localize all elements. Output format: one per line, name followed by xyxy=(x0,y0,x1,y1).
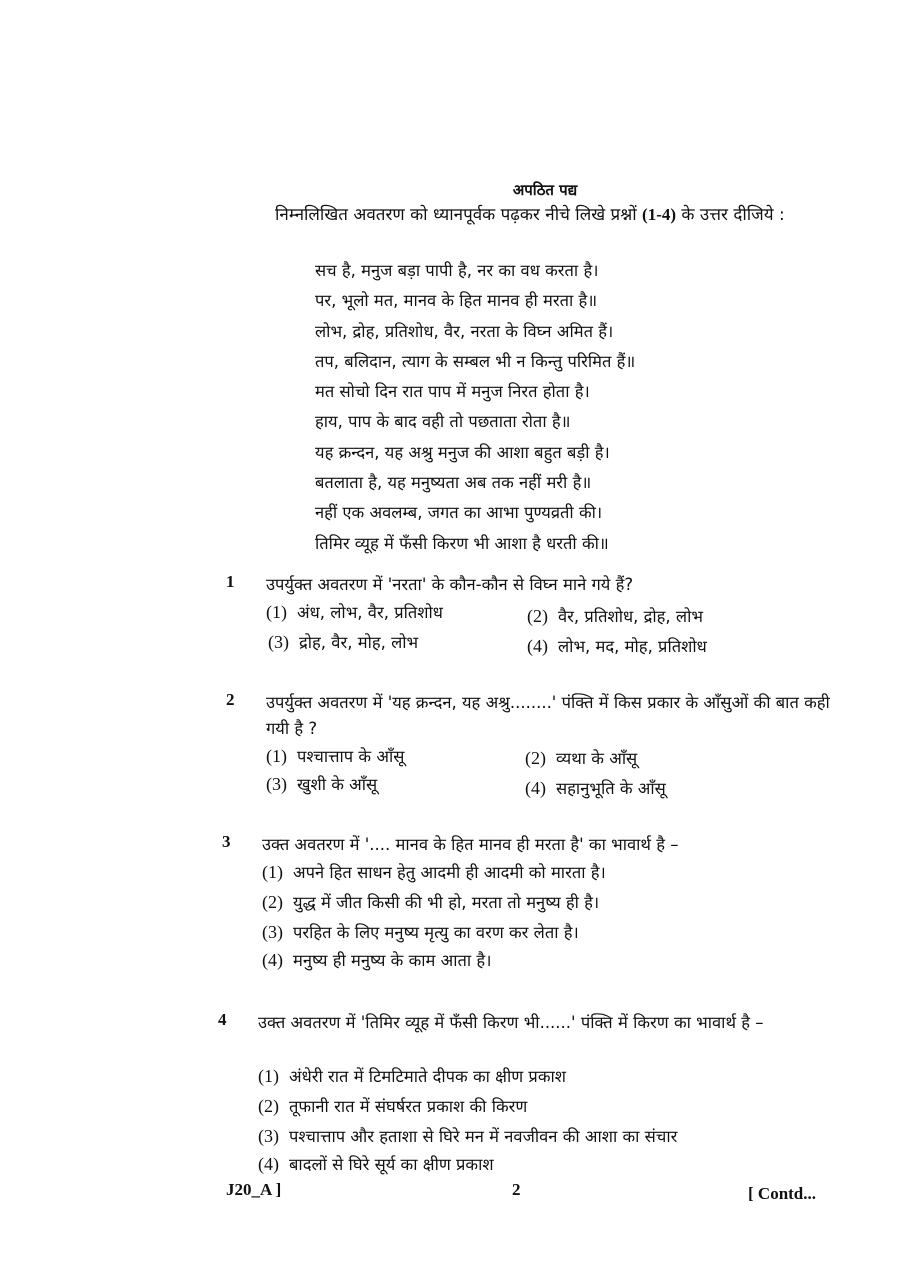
option-number: (3) xyxy=(268,632,289,652)
option-text: खुशी के आँसू xyxy=(297,775,378,794)
poem-line: नहीं एक अवलम्ब, जगत का आभा पुण्यव्रती की। xyxy=(315,503,603,523)
option-number: (4) xyxy=(262,950,283,970)
option-1[interactable] xyxy=(258,1064,566,1087)
option-number: (4) xyxy=(258,1154,279,1174)
page-number: 2 xyxy=(512,1180,521,1199)
option-text: वैर, प्रतिशोध, द्रोह, लोभ xyxy=(558,607,703,626)
question-text: उक्त अवतरण में 'तिमिर व्यूह में फँसी किरण भी......' पंक्ति में किरण का भावार्थ है – xyxy=(258,1013,764,1032)
option-text: अपने हित साधन हेतु आदमी ही आदमी को मारता है। xyxy=(293,863,606,882)
option-text: युद्ध में जीत किसी की भी हो, मरता तो मनुष्य ही है। xyxy=(293,893,600,912)
option-number: (3) xyxy=(262,922,283,942)
poem-line: पर, भूलो मत, मानव के हित मानव ही मरता है॥ xyxy=(315,291,598,311)
poem-line: मत सोचो दिन रात पाप में मनुज निरत होता है। xyxy=(315,382,590,402)
option-text: मनुष्य ही मनुष्य के काम आता है। xyxy=(293,951,492,970)
option-text: अंधेरी रात में टिमटिमाते दीपक का क्षीण प्रकाश xyxy=(289,1067,566,1086)
option-1[interactable] xyxy=(266,744,404,767)
poem-passage xyxy=(315,256,815,559)
option-2[interactable] xyxy=(258,1094,527,1117)
option-text: व्यथा के आँसू xyxy=(556,749,638,768)
option-4[interactable] xyxy=(525,776,666,799)
poem-line: लोभ, द्रोह, प्रतिशोध, वैर, नरता के विघ्न अमित हैं। xyxy=(315,321,614,341)
poem-line: सच है, मनुज बड़ा पापी है, नर का वध करता है। xyxy=(315,261,599,280)
option-1[interactable] xyxy=(266,600,443,623)
question-text: उपर्युक्त अवतरण में 'नरता' के कौन-कौन से विघ्न माने गये हैं? xyxy=(266,575,634,594)
continued-label: [ Contd... xyxy=(748,1184,817,1203)
option-number: (2) xyxy=(258,1096,279,1116)
option-number: (3) xyxy=(266,774,287,794)
question-number: 2 xyxy=(226,690,235,709)
option-2[interactable] xyxy=(262,890,599,913)
option-number: (2) xyxy=(525,748,546,768)
option-1[interactable] xyxy=(262,860,606,883)
option-number: (1) xyxy=(258,1066,279,1086)
poem-line: बतलाता है, यह मनुष्यता अब तक नहीं मरी है॥ xyxy=(315,473,592,493)
question-text: उपर्युक्त अवतरण में 'यह क्रन्दन, यह अश्रु........' पंक्ति में किस प्रकार के आँसुओं की बात कही गयी है ? xyxy=(266,693,830,738)
option-text: परहित के लिए मनुष्य मृत्यु का वरण कर लेता है। xyxy=(293,923,579,942)
option-2[interactable] xyxy=(527,604,703,627)
option-4[interactable] xyxy=(258,1152,494,1175)
option-3[interactable] xyxy=(262,920,579,943)
option-4[interactable] xyxy=(262,948,491,971)
question-number: 1 xyxy=(226,572,235,591)
option-2[interactable] xyxy=(525,746,637,769)
poem-line: तिमिर व्यूह में फँसी किरण भी आशा है धरती की॥ xyxy=(315,533,609,553)
option-3[interactable] xyxy=(268,630,418,653)
option-4[interactable] xyxy=(527,634,707,657)
instruction-text xyxy=(275,203,835,227)
option-text: लोभ, मद, मोह, प्रतिशोध xyxy=(558,637,707,656)
option-number: (4) xyxy=(527,636,548,656)
question-range: (1-4) xyxy=(642,205,677,224)
section-heading: अपठित पद्य xyxy=(512,181,578,199)
option-number: (1) xyxy=(266,746,287,766)
question-text: उक्त अवतरण में '.... मानव के हित मानव ही मरता है' का भावार्थ है – xyxy=(262,835,679,854)
option-text: अंध, लोभ, वैर, प्रतिशोध xyxy=(297,603,443,622)
option-text: पश्चात्ताप और हताशा से घिरे मन में नवजीवन की आशा का संचार xyxy=(289,1127,678,1146)
option-number: (2) xyxy=(262,892,283,912)
option-text: बादलों से घिरे सूर्य का क्षीण प्रकाश xyxy=(289,1155,494,1174)
option-3[interactable] xyxy=(266,772,377,795)
poem-line: हाय, पाप के बाद वही तो पछताता रोता है॥ xyxy=(315,412,571,432)
poem-line: यह क्रन्दन, यह अश्रु मनुज की आशा बहुत बड़ी है। xyxy=(315,442,610,462)
option-number: (4) xyxy=(525,778,546,798)
instruction-text-part1: निम्नलिखित अवतरण को ध्यानपूर्वक पढ़कर नीचे लिखे प्रश्नों xyxy=(275,205,643,225)
option-text: सहानुभूति के आँसू xyxy=(556,779,666,798)
paper-code: J20_A ] xyxy=(226,1180,282,1199)
option-number: (1) xyxy=(266,602,287,622)
option-number: (1) xyxy=(262,862,283,882)
option-number: (2) xyxy=(527,606,548,626)
option-text: तूफानी रात में संघर्षरत प्रकाश की किरण xyxy=(289,1097,528,1116)
poem-line: तप, बलिदान, त्याग के सम्बल भी न किन्तु परिमित हैं॥ xyxy=(315,351,636,371)
instruction-text-part2: के उत्तर दीजिये : xyxy=(676,205,785,225)
option-3[interactable] xyxy=(258,1124,677,1147)
option-number: (3) xyxy=(258,1126,279,1146)
question-number: 4 xyxy=(218,1010,227,1029)
option-text: द्रोह, वैर, मोह, लोभ xyxy=(299,633,419,652)
question-number: 3 xyxy=(222,832,231,851)
option-text: पश्चात्ताप के आँसू xyxy=(297,747,405,766)
